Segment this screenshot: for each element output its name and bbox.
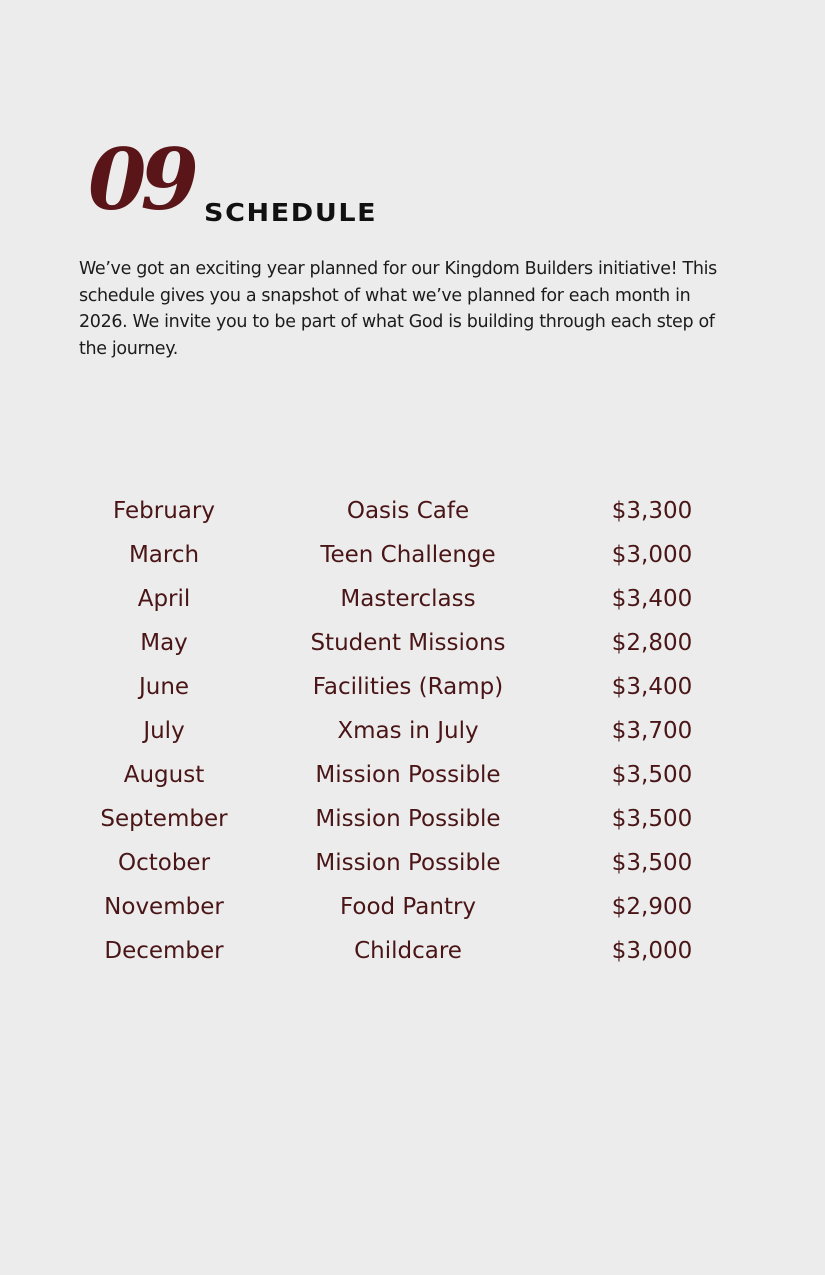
month-label: July: [143, 718, 185, 744]
amount-value: $3,000: [611, 938, 693, 964]
amount-value: $3,300: [611, 498, 693, 524]
program-name: Xmas in July: [337, 718, 479, 744]
schedule-row: [0, 709, 825, 753]
amount-value: $3,400: [611, 674, 693, 700]
schedule-row: [0, 621, 825, 665]
program-name: Mission Possible: [315, 806, 501, 832]
schedule-row: [0, 885, 825, 929]
month-label: May: [140, 630, 188, 656]
month-label: December: [104, 938, 224, 964]
month-label: October: [117, 850, 211, 876]
program-name: Oasis Cafe: [346, 498, 470, 524]
schedule-table: [0, 489, 825, 973]
schedule-row: [0, 577, 825, 621]
amount-value: $2,800: [611, 630, 693, 656]
schedule-row: [0, 665, 825, 709]
schedule-row: [0, 533, 825, 577]
amount-value: $3,700: [611, 718, 693, 744]
amount-value: $3,500: [611, 762, 693, 788]
month-label: April: [137, 586, 191, 612]
schedule-row: [0, 929, 825, 973]
program-name: Teen Challenge: [320, 542, 496, 568]
program-name: Mission Possible: [315, 850, 501, 876]
schedule-row: [0, 841, 825, 885]
intro-paragraph: We’ve got an exciting year planned for our Kingdom Builders initiative! This schedule gives you a snapshot of what we’ve planned for each month in 2026. We invite you to be part of what God is building through each step of the journey.: [79, 259, 717, 359]
schedule-row: [0, 753, 825, 797]
section-number: 09: [88, 130, 193, 229]
program-name: Masterclass: [340, 586, 476, 612]
schedule-row: [0, 489, 825, 533]
month-label: September: [100, 806, 228, 832]
month-label: November: [104, 894, 224, 920]
program-name: Food Pantry: [339, 894, 477, 920]
month-label: August: [123, 762, 205, 788]
month-label: March: [128, 542, 200, 568]
month-label: February: [113, 498, 215, 524]
amount-value: $3,500: [611, 850, 693, 876]
month-label: June: [138, 674, 190, 700]
amount-value: $3,400: [611, 586, 693, 612]
schedule-row: [0, 797, 825, 841]
amount-value: $3,500: [611, 806, 693, 832]
program-name: Mission Possible: [315, 762, 501, 788]
section-title: SCHEDULE: [204, 198, 378, 227]
amount-value: $3,000: [611, 542, 693, 568]
amount-value: $2,900: [611, 894, 693, 920]
program-name: Student Missions: [310, 630, 506, 656]
program-name: Facilities (Ramp): [312, 674, 504, 700]
program-name: Childcare: [354, 938, 462, 964]
